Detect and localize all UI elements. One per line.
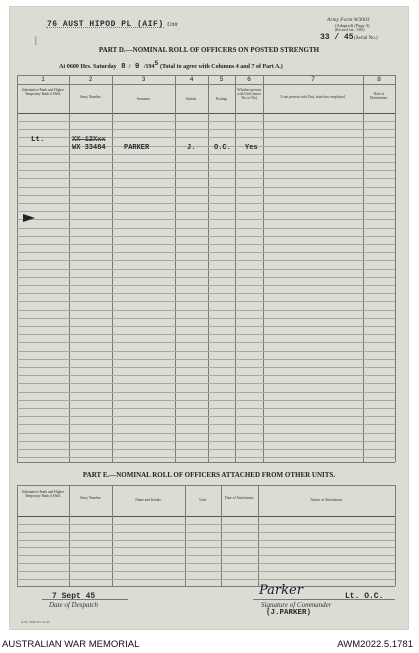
entry-army-number-struck: XX 12Xxx: [72, 136, 106, 144]
table-row: [17, 547, 395, 548]
date-month: 9: [134, 63, 140, 71]
at-hours-label: At 0600 Hrs. Saturday: [59, 64, 117, 70]
e-col-3-heading: Name and Initials.: [135, 498, 162, 502]
table-row: [17, 383, 395, 384]
form-number: Army Form W3003: [327, 17, 370, 23]
table-row: [17, 571, 395, 572]
col-6-number: 6: [247, 76, 251, 83]
table-d-header-bottom: [17, 113, 395, 114]
col-5-heading: Posting.: [215, 97, 228, 101]
col-3-number: 3: [141, 76, 146, 83]
col-2-number: 2: [88, 76, 93, 83]
col-4-number: 4: [189, 76, 194, 83]
e-col-5-heading: Date of Attachment.: [224, 496, 255, 500]
form-revised: (Revised Jan., 1943): [335, 28, 365, 32]
table-row: [17, 269, 395, 270]
col-1-heading: Substantive Rank and Higher Temporary Rank if Held.: [21, 88, 65, 96]
table-row: [17, 260, 395, 261]
e-col-1-heading: Substantive Rank and Higher Temporary Rank if Held.: [21, 490, 65, 498]
footer-accession: AWM2022.5.1781: [337, 639, 413, 650]
unit-label: Unit: [167, 22, 178, 28]
table-row: [17, 162, 395, 163]
table-row: [17, 449, 395, 450]
col-d-edge-right: [395, 75, 396, 462]
table-row: [17, 178, 395, 179]
col-8-number: 8: [377, 76, 381, 83]
table-row: [17, 400, 395, 401]
col-7-heading: If not present with Unit, state how employed.: [280, 95, 346, 99]
table-row: [17, 342, 395, 343]
unit-underline: [46, 27, 164, 28]
table-row: [17, 416, 395, 417]
table-row: [17, 211, 395, 212]
table-row: [17, 532, 395, 533]
table-row: [17, 310, 395, 311]
footer-institution: AUSTRALIAN WAR MEMORIAL: [2, 639, 140, 650]
table-row: [17, 334, 395, 335]
e-col-2-heading: Army Number.: [79, 496, 102, 500]
commander-rank-typed: Lt. O.C.: [345, 592, 384, 601]
table-row: [17, 293, 395, 294]
table-row: [17, 540, 395, 541]
commander-signature: Parker: [259, 583, 303, 598]
entry-present: Yes: [245, 144, 258, 152]
table-row: [17, 236, 395, 237]
table-row: [17, 121, 395, 122]
table-d-numrow: [17, 84, 395, 85]
signature-underline: [253, 599, 395, 600]
table-row: [17, 187, 395, 188]
table-row: [17, 351, 395, 352]
table-row: [17, 375, 395, 376]
table-row: [17, 170, 395, 171]
commander-name-typed: (J.PARKER): [266, 609, 312, 617]
e-col-6-heading: Nature of Attachment.: [310, 498, 343, 502]
col-8-heading: Date of Detachment.: [369, 92, 389, 100]
year-prefix: /194: [143, 64, 155, 70]
col-3-heading: Surname.: [136, 97, 151, 101]
table-row: [17, 277, 395, 278]
table-e-top: [17, 485, 395, 486]
serial-label: (Serial No.): [354, 36, 378, 41]
printer-note: A.H. 7560 Wt 12.43: [21, 620, 50, 624]
despatch-underline: [42, 599, 128, 600]
col-4-heading: Initials.: [186, 97, 197, 101]
part-e-title: PART E.—NOMINAL ROLL OF OFFICERS ATTACHED FROM OTHER UNITS.: [82, 471, 336, 479]
despatch-label: Date of Despatch: [49, 601, 98, 609]
table-row: [17, 367, 395, 368]
table-row: [17, 457, 395, 458]
table-row: [17, 318, 395, 319]
total-note: (Total to agree with Columns 4 and 7 of Part A.): [159, 64, 283, 70]
year-digit: 5: [154, 60, 159, 67]
table-row: [17, 285, 395, 286]
table-row: [17, 129, 395, 130]
table-row: [17, 219, 395, 220]
table-row: [17, 252, 395, 253]
table-row: [17, 154, 395, 155]
table-row: [17, 244, 395, 245]
col-e-edge-right: [395, 485, 396, 586]
archive-footer: [0, 636, 419, 653]
e-col-4-heading: Unit.: [199, 498, 207, 502]
table-row: [17, 203, 395, 204]
table-row: [17, 441, 395, 442]
part-d-date-line: At 0600 Hrs. Saturday 8 / 9 /1945 (Total to agree with Columns 4 and 7 of Part A.): [59, 60, 283, 71]
col-5-number: 5: [219, 76, 224, 83]
signature-label: Signature of Commander: [261, 601, 332, 609]
table-row: [17, 301, 395, 302]
table-row: [17, 563, 395, 564]
table-row: [17, 424, 395, 425]
despatch-date-typed: 7 Sept 45: [52, 592, 96, 601]
entry-army-number: WX 33484: [72, 144, 106, 152]
entry-rank: Lt.: [31, 136, 45, 144]
col-6-heading: Whether present with Unit (insert Yes or No): [237, 88, 261, 100]
table-row: [17, 408, 395, 409]
entry-surname: PARKER: [124, 144, 150, 152]
table-row: [17, 359, 395, 360]
form-adapted: (Adapted) (Page 3): [335, 23, 370, 28]
table-e-header-bottom: [17, 516, 395, 517]
table-d-bottom: [17, 462, 395, 463]
entry-posting: O.C.: [214, 144, 231, 152]
table-row: [17, 326, 395, 327]
margin-mark: |: [35, 35, 37, 45]
serial-typed: 33 / 45: [320, 33, 354, 42]
table-row: [17, 195, 395, 196]
unit-typed: 76 AUST HIPOD PL (AIF): [47, 20, 164, 29]
margin-arrow-icon: [23, 214, 35, 222]
table-row: [17, 228, 395, 229]
part-d-title: PART D.—NOMINAL ROLL OF OFFICERS ON POSTED STRENGTH: [98, 46, 320, 54]
table-row: [17, 579, 395, 580]
table-row: [17, 433, 395, 434]
form-sheet: [9, 6, 409, 630]
col-7-number: 7: [311, 76, 315, 83]
col-1-number: 1: [41, 76, 45, 83]
entry-initials: J.: [187, 144, 196, 152]
table-row: [17, 392, 395, 393]
table-row: [17, 524, 395, 525]
col-2-heading: Army Number.: [79, 95, 102, 99]
table-row: [17, 555, 395, 556]
table-e-bottom: [17, 586, 395, 587]
date-day: 8: [121, 63, 126, 71]
